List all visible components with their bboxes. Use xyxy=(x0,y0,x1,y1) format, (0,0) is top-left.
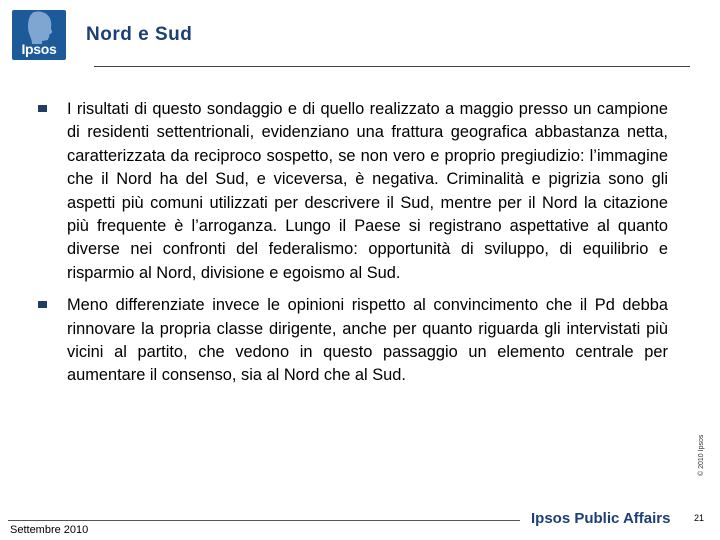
ipsos-logo xyxy=(12,10,66,60)
logo-wordmark: Ipsos xyxy=(21,41,57,57)
copyright-notice: © 2010 Ipsos xyxy=(698,434,705,476)
bullet-list xyxy=(38,98,668,397)
footer-date: Settembre 2010 xyxy=(10,524,89,536)
bullet-text: I risultati di questo sondaggio e di quello realizzato a maggio presso un campione di residenti settentrionali, evidenziano una frattura geografica abbastanza netta, caratterizzata da reciproco sospetto, se non vero e proprio pregiudizio: l’immagine che il Nord ha del Sud, e viceversa, è negativa. Criminalità e pigrizia sono gli aspetti più comuni utilizzati per descrivere il Sud, mentre per il Nord la citazione più frequente è l’arroganza. Lungo il Paese si registrano aspettative al quanto diverse nei confronti del federalismo: opportunità di sviluppo, di equilibrio e risparmio al Nord, divisione e egoismo al Sud. xyxy=(67,100,668,282)
bullet-square-icon xyxy=(38,301,47,308)
footer-divider xyxy=(8,520,520,521)
bullet-text: Meno differenziate invece le opinioni rispetto al convincimento che il Pd debba rinnovare la propria classe dirigente, anche per quanto riguarda gli intervistati più vicini al partito, che vedono in questo passaggio un elemento centrale per aumentare il consenso, sia al Nord che al Sud. xyxy=(67,296,668,385)
bullet-item xyxy=(38,98,668,285)
bullet-square-icon xyxy=(38,105,47,112)
page-title: Nord e Sud xyxy=(86,24,193,45)
bullet-item xyxy=(38,294,668,388)
title-divider xyxy=(94,66,690,67)
page-number: 21 xyxy=(694,513,705,523)
footer-brand: Ipsos Public Affairs xyxy=(531,510,671,527)
